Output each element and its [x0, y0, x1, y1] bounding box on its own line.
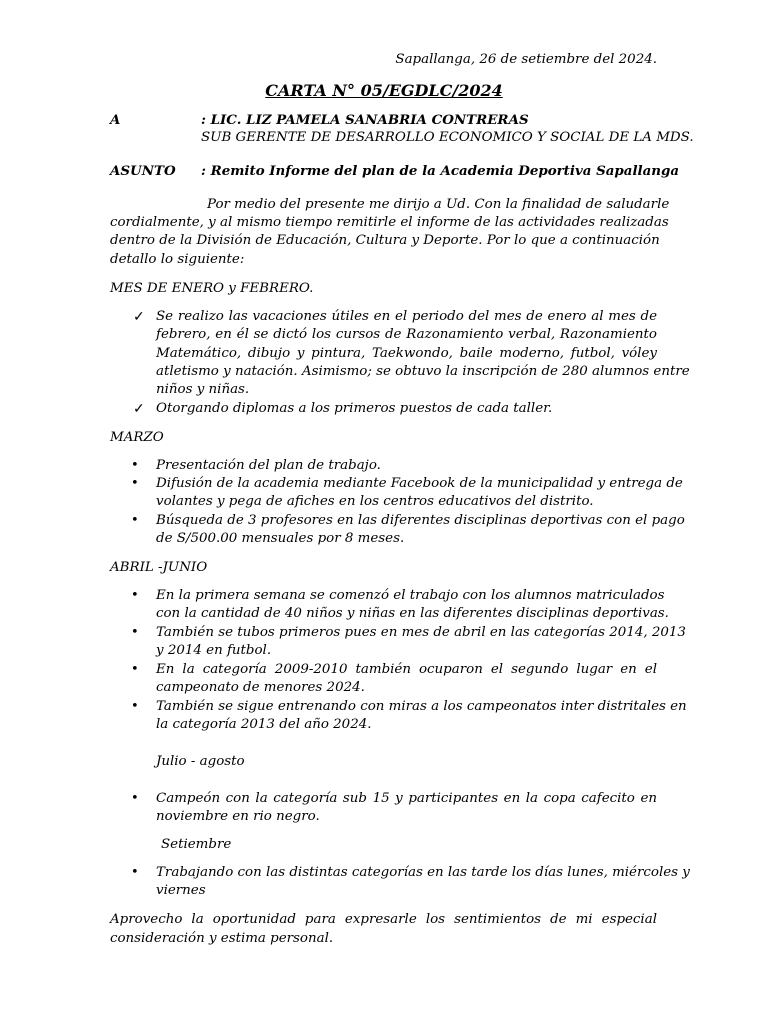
intro-line: cordialmente, y al mismo tiempo remitirle el informe de las actividades realizadas — [110, 215, 669, 230]
section-heading-abril: ABRIL -JUNIO — [110, 560, 208, 575]
bullet-icon: • — [131, 625, 139, 640]
recipient-position: SUB GERENTE DE DESARROLLO ECONOMICO Y SOCIAL DE LA MDS. — [201, 130, 694, 145]
list-item-line: de S/500.00 mensuales por 8 meses. — [156, 531, 405, 546]
intro-line: dentro de la División de Educación, Cultura y Deporte. Por lo que a continuación — [110, 233, 660, 248]
list-item-line: También se sigue entrenando con miras a los campeonatos inter distritales en — [156, 699, 687, 714]
place-date: Sapallanga, 26 de setiembre del 2024. — [395, 52, 657, 67]
list-item-line: Difusión de la academia mediante Facebook de la municipalidad y entrega de — [156, 476, 683, 491]
list-item-line: febrero, en él se dictó los cursos de Razonamiento verbal, Razonamiento — [156, 327, 657, 342]
bullet-icon: • — [131, 458, 139, 473]
recipient-name: : LIC. LIZ PAMELA SANABRIA CONTRERAS — [201, 112, 529, 128]
bullet-icon: • — [131, 513, 139, 528]
bullet-icon: • — [131, 791, 139, 806]
section-heading-enero: MES DE ENERO y FEBRERO. — [110, 281, 314, 296]
subject-text: : Remito Informe del plan de la Academia Deportiva Sapallanga — [201, 163, 680, 179]
list-item-line: niños y niñas. — [156, 382, 250, 397]
recipient-label: A — [110, 112, 121, 128]
section-heading-julio: Julio - agosto — [156, 754, 245, 769]
list-item-line: En la categoría 2009-2010 también ocuparon el segundo lugar en el — [156, 662, 657, 677]
list-item-line: noviembre en rio negro. — [156, 809, 320, 824]
section-heading-setiembre: Setiembre — [161, 837, 232, 852]
list-item-line: viernes — [156, 883, 206, 898]
intro-line: detallo lo siguiente: — [110, 252, 245, 267]
subject-label: ASUNTO — [110, 163, 176, 179]
bullet-icon: • — [131, 476, 139, 491]
bullet-icon: • — [131, 699, 139, 714]
letter-title: CARTA N° 05/EGDLC/2024 — [265, 81, 503, 100]
list-item-line: Matemático, dibujo y pintura, Taekwondo, baile moderno, futbol, vóley — [156, 346, 657, 361]
bullet-icon: • — [131, 662, 139, 677]
closing-line: consideración y estima personal. — [110, 931, 334, 946]
list-item-line: Se realizo las vacaciones útiles en el periodo del mes de enero al mes de — [156, 309, 657, 324]
check-icon: ✓ — [133, 309, 145, 325]
list-item-line: Trabajando con las distintas categorías en las tarde los días lunes, miércoles y — [156, 865, 690, 880]
list-item-line: Búsqueda de 3 profesores en las diferentes disciplinas deportivas con el pago — [156, 513, 685, 528]
intro-line: Por medio del presente me dirijo a Ud. Con la finalidad de saludarle — [207, 197, 670, 212]
list-item-line: volantes y pega de afiches en los centros educativos del distrito. — [156, 494, 594, 509]
list-item-line: Otorgando diplomas a los primeros puestos de cada taller. — [156, 401, 553, 416]
list-item-line: con la cantidad de 40 niños y niñas en las diferentes disciplinas deportivas. — [156, 606, 669, 621]
list-item-line: También se tubos primeros pues en mes de abril en las categorías 2014, 2013 — [156, 625, 686, 640]
check-icon: ✓ — [133, 401, 145, 417]
section-heading-marzo: MARZO — [110, 430, 164, 445]
list-item-line: Presentación del plan de trabajo. — [156, 458, 381, 473]
list-item-line: la categoría 2013 del año 2024. — [156, 717, 372, 732]
list-item-line: y 2014 en futbol. — [156, 643, 272, 658]
closing-line: Aprovecho la oportunidad para expresarle los sentimientos de mi especial — [110, 912, 657, 927]
list-item-line: Campeón con la categoría sub 15 y participantes en la copa cafecito en — [156, 791, 657, 806]
list-item-line: atletismo y natación. Asimismo; se obtuvo la inscripción de 280 alumnos entre — [156, 364, 690, 379]
list-item-line: campeonato de menores 2024. — [156, 680, 365, 695]
list-item-line: En la primera semana se comenzó el trabajo con los alumnos matriculados — [156, 588, 665, 603]
bullet-icon: • — [131, 588, 139, 603]
bullet-icon: • — [131, 865, 139, 880]
